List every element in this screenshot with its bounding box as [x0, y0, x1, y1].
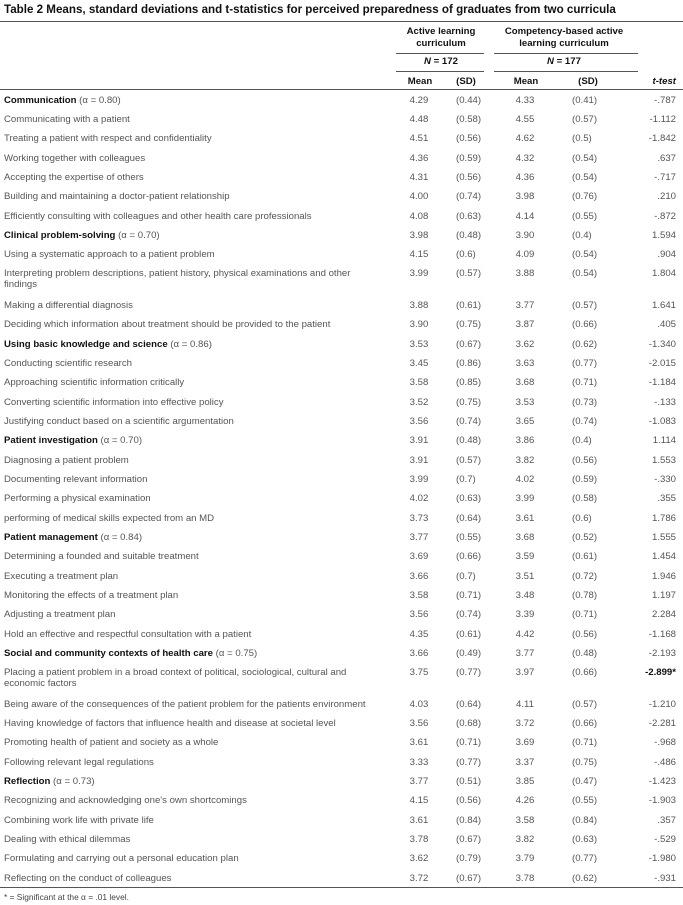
col-sd1: (SD) [456, 76, 476, 87]
sd-competency-cell: (0.71) [572, 609, 598, 620]
item-label: Documenting relevant information [4, 474, 148, 485]
sd-active-cell: (0.59) [456, 153, 482, 164]
item-label: Treating a patient with respect and confidentiality [4, 133, 212, 144]
sd-competency-cell: (0.66) [572, 319, 598, 330]
t-test-cell: -.330 [654, 474, 676, 485]
sd-competency-cell: (0.56) [572, 629, 598, 640]
competency-domain-label [4, 230, 374, 241]
domain-alpha: (α = 0.84) [97, 532, 143, 543]
domain-alpha: (α = 0.70) [115, 230, 160, 241]
sd-active-cell: (0.61) [456, 300, 482, 311]
mean-competency-cell: 3.61 [515, 513, 535, 524]
sd-competency-cell: (0.41) [572, 95, 598, 106]
mean-active-cell: 4.29 [409, 95, 429, 106]
mean-competency-cell: 4.55 [515, 114, 535, 125]
sd-competency-cell: (0.55) [572, 211, 598, 222]
t-test-cell: .637 [657, 153, 676, 164]
competency-domain-label [4, 776, 374, 787]
table-footnote: * = Significant at the α = .01 level. [4, 892, 129, 902]
sd-active-cell: (0.49) [456, 648, 482, 659]
item-label: Combining work life with private life [4, 815, 154, 826]
mean-competency-cell: 3.37 [515, 757, 535, 768]
sd-active-cell: (0.85) [456, 377, 482, 388]
t-test-cell: -2.015 [648, 358, 676, 369]
t-test-cell: -1.184 [648, 377, 676, 388]
mean-competency-cell: 3.68 [515, 377, 535, 388]
mean-competency-cell: 3.72 [515, 718, 535, 729]
mean-active-cell: 3.61 [409, 815, 429, 826]
mean-active-cell: 4.36 [409, 153, 429, 164]
sd-competency-cell: (0.54) [572, 153, 598, 164]
sd-active-cell: (0.61) [456, 629, 482, 640]
item-label: Communicating with a patient [4, 114, 130, 125]
item-label: Promoting health of patient and society as a whole [4, 737, 219, 748]
mean-active-cell: 3.53 [409, 339, 429, 350]
mean-competency-cell: 4.11 [516, 699, 534, 710]
sd-competency-cell: (0.66) [572, 667, 598, 678]
sd-active-cell: (0.64) [456, 513, 482, 524]
mean-active-cell: 3.33 [409, 757, 429, 768]
sd-active-cell: (0.84) [456, 815, 482, 826]
t-test-cell: -2.193 [648, 648, 676, 659]
mean-competency-cell: 3.69 [515, 737, 535, 748]
t-test-cell: 1.454 [651, 551, 676, 562]
mean-active-cell: 4.15 [409, 795, 429, 806]
mean-competency-cell: 3.85 [515, 776, 535, 787]
group1-rule [396, 53, 484, 54]
sd-competency-cell: (0.4) [572, 230, 592, 241]
table-caption: Table 2 Means, standard deviations and t-statistics for perceived preparedness of graduates from two curricula [4, 3, 616, 16]
group2-heading-line1: Competency-based active [504, 26, 624, 37]
sd-competency-cell: (0.56) [572, 455, 598, 466]
t-test-cell: 1.114 [652, 435, 676, 446]
sd-active-cell: (0.63) [456, 211, 482, 222]
group2-n-value: = 177 [553, 56, 581, 67]
col-ttest-label: t-test [652, 76, 676, 87]
mean-competency-cell: 3.98 [515, 191, 535, 202]
item-label: Efficiently consulting with colleagues and other health care professionals [4, 211, 312, 222]
domain-name: Patient management [4, 532, 98, 543]
item-label: Recognizing and acknowledging one's own shortcomings [4, 795, 247, 806]
sd-competency-cell: (0.66) [572, 718, 598, 729]
t-test-cell: -.133 [654, 397, 676, 408]
sd-active-cell: (0.75) [456, 397, 482, 408]
sd-active-cell: (0.44) [456, 95, 482, 106]
sd-competency-cell: (0.75) [572, 757, 598, 768]
mean-active-cell: 4.03 [409, 699, 429, 710]
sd-active-cell: (0.48) [456, 435, 482, 446]
group2-heading-line2: learning curriculum [519, 38, 609, 49]
item-label: Converting scientific information into effective policy [4, 397, 224, 408]
t-test-cell: -1.340 [648, 339, 676, 350]
t-test-cell: -2.281 [648, 718, 676, 729]
item-label: Interpreting problem descriptions, patient history, physical examinations and other findings [4, 268, 351, 290]
t-test-cell: -1.210 [648, 699, 676, 710]
sd-active-cell: (0.56) [456, 795, 482, 806]
mean-competency-cell: 3.90 [515, 230, 535, 241]
mean-competency-cell: 3.62 [515, 339, 535, 350]
domain-name: Social and community contexts of health care [4, 648, 213, 659]
sd-active-cell: (0.67) [456, 873, 482, 884]
mean-competency-cell: 4.26 [515, 795, 535, 806]
sd-active-cell: (0.51) [456, 776, 482, 787]
domain-name: Using basic knowledge and science [4, 339, 168, 350]
sd-active-cell: (0.86) [456, 358, 482, 369]
top-rule [0, 21, 683, 22]
sd-competency-cell: (0.57) [572, 114, 598, 125]
sd-competency-cell: (0.55) [572, 795, 598, 806]
item-label: Approaching scientific information critically [4, 377, 185, 388]
sd-competency-cell: (0.4) [572, 435, 592, 446]
mean-active-cell: 3.72 [409, 873, 429, 884]
t-test-cell: -1.168 [648, 629, 676, 640]
sd-competency-cell: (0.59) [572, 474, 598, 485]
competency-domain-label [4, 648, 374, 659]
t-test-cell: .210 [657, 191, 676, 202]
mean-active-cell: 3.56 [409, 718, 429, 729]
sd-active-cell: (0.79) [456, 853, 482, 864]
sd-competency-cell: (0.84) [572, 815, 598, 826]
mean-active-cell: 4.00 [409, 191, 429, 202]
mean-active-cell: 4.15 [409, 249, 429, 260]
sd-active-cell: (0.55) [456, 532, 482, 543]
sd-active-cell: (0.67) [456, 339, 482, 350]
sd-competency-cell: (0.76) [572, 191, 598, 202]
item-label: Dealing with ethical dilemmas [4, 834, 131, 845]
mean-active-cell: 4.48 [409, 114, 429, 125]
item-label: Adjusting a treatment plan [4, 609, 116, 620]
group2-n-label: N [547, 56, 554, 67]
sd-active-cell: (0.64) [456, 699, 482, 710]
mean-competency-cell: 3.53 [515, 397, 535, 408]
mean-competency-cell: 4.36 [515, 172, 535, 183]
sd-active-cell: (0.57) [456, 268, 482, 279]
sd-competency-cell: (0.78) [572, 590, 598, 601]
mean-active-cell: 3.78 [409, 834, 429, 845]
t-test-cell: -1.423 [648, 776, 676, 787]
col-mean1: Mean [407, 76, 433, 87]
domain-alpha: (α = 0.70) [97, 435, 143, 446]
mean-active-cell: 3.52 [409, 397, 429, 408]
item-label: Using a systematic approach to a patient problem [4, 249, 215, 260]
t-test-cell: .355 [657, 493, 676, 504]
sd-active-cell: (0.75) [456, 319, 482, 330]
sd-active-cell: (0.74) [456, 416, 482, 427]
t-test-cell: 1.804 [651, 268, 676, 279]
group2-heading [494, 26, 634, 50]
t-test-cell: -1.842 [648, 133, 676, 144]
mean-competency-cell: 4.42 [515, 629, 535, 640]
sd-competency-cell: (0.74) [572, 416, 598, 427]
sd-active-cell: (0.56) [456, 172, 482, 183]
domain-name: Reflection [4, 776, 51, 787]
sd-active-cell: (0.66) [456, 551, 482, 562]
mean-competency-cell: 3.77 [515, 648, 535, 659]
item-label: Justifying conduct based on a scientific argumentation [4, 416, 234, 427]
mean-active-cell: 3.69 [409, 551, 429, 562]
sd-competency-cell: (0.5) [572, 133, 592, 144]
sd-competency-cell: (0.48) [572, 648, 598, 659]
group2-n-rule [494, 71, 638, 72]
sd-competency-cell: (0.71) [572, 377, 598, 388]
item-label: Performing a physical examination [4, 493, 151, 504]
sd-competency-cell: (0.61) [572, 551, 598, 562]
mean-competency-cell: 3.59 [515, 551, 535, 562]
sd-active-cell: (0.63) [456, 493, 482, 504]
mean-active-cell: 3.91 [409, 435, 429, 446]
group1-n-value: = 172 [430, 56, 458, 67]
t-test-cell: 1.197 [651, 590, 676, 601]
mean-competency-cell: 3.87 [515, 319, 535, 330]
sd-competency-cell: (0.54) [572, 172, 598, 183]
item-label: Making a differential diagnosis [4, 300, 133, 311]
sd-active-cell: (0.68) [456, 718, 482, 729]
item-label: Diagnosing a patient problem [4, 455, 129, 466]
sd-competency-cell: (0.54) [572, 268, 598, 279]
sd-active-cell: (0.48) [456, 230, 482, 241]
mean-active-cell: 4.02 [409, 493, 429, 504]
t-test-cell: -.968 [654, 737, 676, 748]
mean-active-cell: 3.61 [409, 737, 429, 748]
mean-active-cell: 3.56 [409, 609, 429, 620]
t-test-cell: 1.555 [651, 532, 676, 543]
t-test-cell: 1.594 [651, 230, 676, 241]
mean-competency-cell: 4.33 [515, 95, 535, 106]
mean-competency-cell: 3.68 [515, 532, 535, 543]
sd-competency-cell: (0.57) [572, 699, 598, 710]
sd-active-cell: (0.6) [456, 249, 476, 260]
col-mean2: Mean [513, 76, 539, 87]
item-label: Executing a treatment plan [4, 571, 119, 582]
mean-active-cell: 3.91 [409, 455, 429, 466]
competency-domain-label [4, 532, 374, 543]
sd-competency-cell: (0.47) [572, 776, 598, 787]
bottom-rule [0, 887, 683, 888]
group1-n-rule [396, 71, 484, 72]
t-test-cell: 1.641 [651, 300, 676, 311]
mean-competency-cell: 3.88 [515, 268, 535, 279]
item-label: performing of medical skills expected from an MD [4, 513, 215, 524]
mean-active-cell: 3.90 [409, 319, 429, 330]
t-test-cell: -.787 [654, 95, 676, 106]
mean-competency-cell: 3.97 [515, 667, 535, 678]
item-label: Formulating and carrying out a personal education plan [4, 853, 239, 864]
mean-active-cell: 3.77 [409, 776, 429, 787]
sd-competency-cell: (0.6) [572, 513, 592, 524]
sd-competency-cell: (0.52) [572, 532, 598, 543]
item-label: Deciding which information about treatment should be provided to the patient [4, 319, 331, 330]
mean-competency-cell: 4.02 [515, 474, 535, 485]
mean-competency-cell: 4.62 [515, 133, 535, 144]
mean-competency-cell: 3.48 [515, 590, 535, 601]
mean-competency-cell: 3.77 [515, 300, 535, 311]
sd-competency-cell: (0.62) [572, 873, 598, 884]
sd-active-cell: (0.71) [456, 737, 482, 748]
sd-competency-cell: (0.72) [572, 571, 598, 582]
group1-heading [396, 26, 486, 50]
sd-active-cell: (0.7) [456, 474, 476, 485]
item-label: Working together with colleagues [4, 153, 146, 164]
sd-competency-cell: (0.71) [572, 737, 598, 748]
item-label: Building and maintaining a doctor-patient relationship [4, 191, 230, 202]
item-label: Monitoring the effects of a treatment plan [4, 590, 179, 601]
mean-active-cell: 3.66 [409, 571, 429, 582]
mean-competency-cell: 3.63 [515, 358, 535, 369]
t-test-cell: -.717 [654, 172, 676, 183]
mean-active-cell: 4.31 [409, 172, 429, 183]
domain-alpha: (α = 0.73) [50, 776, 95, 787]
sd-active-cell: (0.74) [456, 191, 482, 202]
sd-competency-cell: (0.77) [572, 853, 598, 864]
sd-competency-cell: (0.58) [572, 493, 598, 504]
domain-alpha: (α = 0.75) [212, 648, 258, 659]
sd-active-cell: (0.7) [456, 571, 476, 582]
mean-active-cell: 4.08 [409, 211, 429, 222]
sd-active-cell: (0.56) [456, 133, 482, 144]
item-label: Following relevant legal regulations [4, 757, 154, 768]
item-label: Reflecting on the conduct of colleagues [4, 873, 172, 884]
sd-competency-cell: (0.54) [572, 249, 598, 260]
sd-active-cell: (0.67) [456, 834, 482, 845]
mean-active-cell: 3.99 [409, 474, 429, 485]
sd-competency-cell: (0.63) [572, 834, 598, 845]
mean-active-cell: 3.45 [409, 358, 429, 369]
competency-domain-label [4, 435, 374, 446]
sd-competency-cell: (0.77) [572, 358, 598, 369]
t-test-cell: -1.083 [648, 416, 676, 427]
domain-name: Communication [4, 95, 77, 106]
sd-active-cell: (0.77) [456, 757, 482, 768]
header-rule [0, 89, 683, 90]
sd-active-cell: (0.71) [456, 590, 482, 601]
item-label: Being aware of the consequences of the patient problem for the patients environment [4, 699, 366, 710]
mean-competency-cell: 3.65 [515, 416, 535, 427]
competency-domain-label [4, 339, 374, 350]
t-test-cell: 1.786 [651, 513, 676, 524]
mean-active-cell: 3.77 [409, 532, 429, 543]
t-test-cell: -.529 [654, 834, 676, 845]
group1-n-label: N [424, 56, 431, 67]
mean-active-cell: 4.51 [409, 133, 429, 144]
group2-n [494, 56, 634, 68]
mean-competency-cell: 3.78 [515, 873, 535, 884]
competency-domain-label [4, 95, 374, 106]
group1-heading-line2: curriculum [416, 38, 466, 49]
domain-alpha: (α = 0.80) [76, 95, 121, 106]
mean-competency-cell: 3.51 [515, 571, 535, 582]
mean-active-cell: 3.88 [409, 300, 429, 311]
t-test-cell: -.486 [654, 757, 676, 768]
item-label: Determining a founded and suitable treatment [4, 551, 199, 562]
mean-competency-cell: 4.14 [515, 211, 535, 222]
t-test-cell: 1.553 [651, 455, 676, 466]
mean-active-cell: 3.66 [409, 648, 429, 659]
mean-active-cell: 3.75 [409, 667, 429, 678]
mean-competency-cell: 3.86 [515, 435, 535, 446]
sd-active-cell: (0.74) [456, 609, 482, 620]
domain-name: Patient investigation [4, 435, 98, 446]
sd-active-cell: (0.57) [456, 455, 482, 466]
col-ttest [640, 76, 676, 88]
item-label: Hold an effective and respectful consultation with a patient [4, 629, 252, 640]
sd-active-cell: (0.58) [456, 114, 482, 125]
mean-competency-cell: 4.09 [515, 249, 535, 260]
item-label: Accepting the expertise of others [4, 172, 144, 183]
item-label: Having knowledge of factors that influence health and disease at societal level [4, 718, 336, 729]
group2-rule [494, 53, 638, 54]
t-test-cell: -1.903 [648, 795, 676, 806]
group1-heading-line1: Active learning [406, 26, 476, 37]
mean-active-cell: 3.56 [409, 416, 429, 427]
t-test-cell: .357 [657, 815, 676, 826]
t-test-cell: 1.946 [651, 571, 676, 582]
item-label: Conducting scientific research [4, 358, 132, 369]
t-test-cell: .904 [657, 249, 676, 260]
mean-competency-cell: 4.32 [515, 153, 535, 164]
mean-competency-cell: 3.82 [515, 455, 535, 466]
t-test-cell: -.931 [654, 873, 676, 884]
mean-active-cell: 3.58 [409, 590, 429, 601]
mean-competency-cell: 3.39 [515, 609, 535, 620]
t-test-cell: -1.112 [649, 114, 676, 125]
mean-active-cell: 3.99 [409, 268, 429, 279]
t-test-cell: .405 [657, 319, 676, 330]
t-test-cell: -2.899* [645, 667, 676, 678]
sd-competency-cell: (0.62) [572, 339, 598, 350]
domain-name: Clinical problem-solving [4, 230, 116, 241]
item-label: Placing a patient problem in a broad context of political, sociological, cultural and economic factors [4, 667, 347, 689]
t-test-cell: 2.284 [651, 609, 676, 620]
mean-competency-cell: 3.99 [515, 493, 535, 504]
sd-active-cell: (0.77) [456, 667, 482, 678]
group1-n [396, 56, 486, 68]
sd-competency-cell: (0.57) [572, 300, 598, 311]
mean-competency-cell: 3.58 [515, 815, 535, 826]
domain-alpha: (α = 0.86) [167, 339, 212, 350]
mean-active-cell: 3.58 [409, 377, 429, 388]
sd-competency-cell: (0.73) [572, 397, 598, 408]
mean-active-cell: 3.98 [409, 230, 429, 241]
mean-competency-cell: 3.79 [515, 853, 535, 864]
mean-active-cell: 4.35 [409, 629, 429, 640]
mean-active-cell: 3.73 [409, 513, 429, 524]
mean-competency-cell: 3.82 [515, 834, 535, 845]
t-test-cell: -1.980 [648, 853, 676, 864]
mean-active-cell: 3.62 [409, 853, 429, 864]
col-sd2: (SD) [578, 76, 598, 87]
t-test-cell: -.872 [654, 211, 676, 222]
